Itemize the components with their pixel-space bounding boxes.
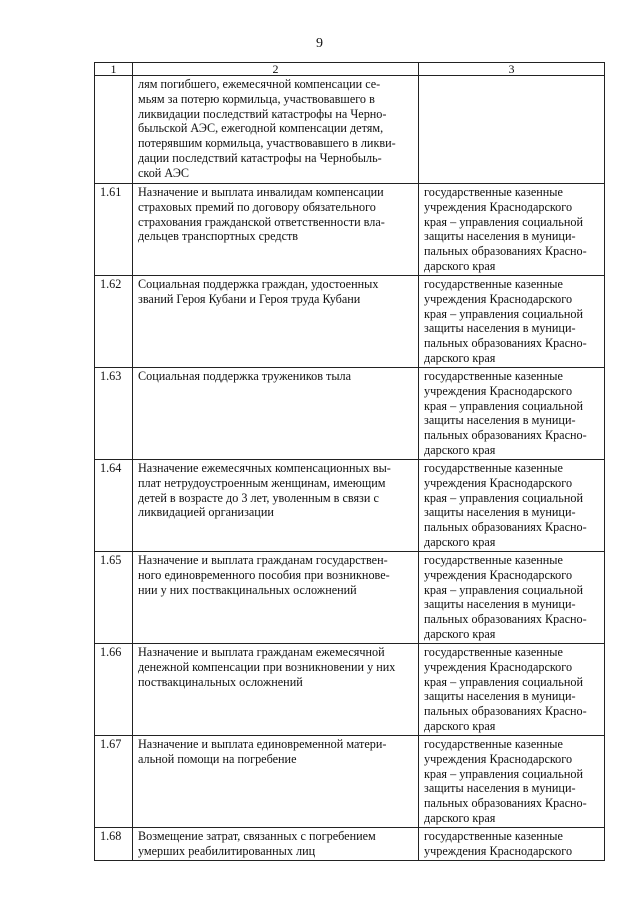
responsible-organization [419, 828, 605, 861]
table-row [95, 828, 605, 861]
text-line: защиты населения в муници- [424, 321, 576, 336]
text-line: дарского края [424, 626, 496, 641]
text-line: плат нетрудоустроенным женщинам, имеющим [138, 475, 386, 490]
text-line: дарского края [424, 258, 496, 273]
text-line: званий Героя Кубани и Героя труда Кубани [138, 291, 361, 306]
text-line: учреждения Краснодарского [424, 751, 573, 766]
text-line: края – управления социальной [424, 306, 583, 321]
text-line: альной помощи на погребение [138, 751, 297, 766]
text-line: учреждения Краснодарского [424, 475, 573, 490]
text-line: защиты населения в муници- [424, 229, 576, 244]
text-line: страхования гражданской ответственности вла- [138, 214, 385, 229]
text-line: умерших реабилитированных лиц [138, 843, 316, 858]
table-row-continuation [95, 76, 605, 184]
text-line: учреждения Краснодарского [424, 291, 573, 306]
text-line: учреждения Краснодарского [424, 567, 573, 582]
text-line: государственные казенные [424, 829, 563, 843]
responsible-organization [419, 368, 605, 460]
text-line: лям погибшего, ежемесячной компенсации се- [138, 77, 381, 91]
text-line: государственные казенные [424, 461, 563, 475]
text-line: защиты населения в муници- [424, 413, 576, 428]
table-row [95, 736, 605, 828]
text-line: дельцев транспортных средств [138, 229, 299, 244]
service-description [133, 736, 419, 828]
text-line: учреждения Краснодарского [424, 843, 573, 858]
responsible-organization [419, 76, 605, 184]
responsible-organization [419, 736, 605, 828]
text-line: Назначение и выплата инвалидам компенсации [138, 185, 384, 199]
row-number: 1.62 [95, 276, 133, 368]
text-line: учреждения Краснодарского [424, 199, 573, 214]
text-line: дарского края [424, 718, 496, 733]
responsible-organization [419, 184, 605, 276]
text-line: дарского края [424, 534, 496, 549]
text-line: дарского края [424, 442, 496, 457]
text-line: ской АЭС [138, 165, 190, 180]
column-header-1: 1 [95, 63, 133, 76]
table-header-row [95, 63, 605, 76]
text-line: пальных образованиях Красно- [424, 612, 587, 627]
text-line: государственные казенные [424, 277, 563, 291]
text-line: защиты населения в муници- [424, 597, 576, 612]
row-number [95, 76, 133, 184]
column-header-2: 2 [133, 63, 419, 76]
text-line: края – управления социальной [424, 214, 583, 229]
text-line: края – управления социальной [424, 490, 583, 505]
text-line: Социальная поддержка тружеников тыла [138, 369, 352, 383]
table-row [95, 368, 605, 460]
text-line: пальных образованиях Красно- [424, 796, 587, 811]
service-description [133, 552, 419, 644]
text-line: пальных образованиях Красно- [424, 704, 587, 719]
responsible-organization [419, 460, 605, 552]
table-row [95, 276, 605, 368]
row-number: 1.67 [95, 736, 133, 828]
row-number: 1.68 [95, 828, 133, 861]
text-line: поствакцинальных осложнений [138, 674, 303, 689]
text-line: Социальная поддержка граждан, удостоенных [138, 277, 379, 291]
text-line: государственные казенные [424, 737, 563, 751]
text-line: Возмещение затрат, связанных с погребением [138, 829, 376, 843]
table-row [95, 460, 605, 552]
table-row [95, 644, 605, 736]
service-description [133, 76, 419, 184]
row-number: 1.64 [95, 460, 133, 552]
text-line: детей в возрасте до 3 лет, уволенным в связи с [138, 490, 379, 505]
service-description [133, 276, 419, 368]
text-line: защиты населения в муници- [424, 505, 576, 520]
row-number: 1.61 [95, 184, 133, 276]
text-line: пальных образованиях Красно- [424, 520, 587, 535]
service-description [133, 368, 419, 460]
text-line: государственные казенные [424, 369, 563, 383]
text-line: Назначение и выплата гражданам государствен- [138, 553, 388, 567]
text-line: мьям за потерю кормильца, участвовавшего в [138, 91, 375, 106]
text-line: учреждения Краснодарского [424, 659, 573, 674]
text-line: государственные казенные [424, 185, 563, 199]
text-line: нии у них поствакцинальных осложнений [138, 582, 357, 597]
table-body [95, 63, 605, 861]
text-line: защиты населения в муници- [424, 781, 576, 796]
text-line: ликвидации последствий катастрофы на Черно- [138, 106, 387, 121]
table-row [95, 552, 605, 644]
services-table [94, 62, 605, 861]
text-line: пальных образованиях Красно- [424, 336, 587, 351]
page-number: 9 [316, 36, 323, 51]
text-line: Назначение и выплата единовременной матери- [138, 737, 387, 751]
text-line: края – управления социальной [424, 766, 583, 781]
text-line: Назначение и выплата гражданам ежемесячной [138, 645, 385, 659]
responsible-organization [419, 552, 605, 644]
table-row [95, 184, 605, 276]
service-description [133, 644, 419, 736]
text-line: дации последствий катастрофы на Чернобыль- [138, 150, 382, 165]
text-line: пальных образованиях Красно- [424, 428, 587, 443]
column-header-3: 3 [419, 63, 605, 76]
text-line: края – управления социальной [424, 398, 583, 413]
text-line: государственные казенные [424, 645, 563, 659]
row-number: 1.65 [95, 552, 133, 644]
text-line: потерявшим кормильца, участвовавшего в ликви- [138, 136, 396, 151]
row-number: 1.66 [95, 644, 133, 736]
responsible-organization [419, 644, 605, 736]
service-description [133, 184, 419, 276]
text-line: Назначение ежемесячных компенсационных вы- [138, 461, 391, 475]
text-line: дарского края [424, 350, 496, 365]
service-description [133, 460, 419, 552]
text-line: края – управления социальной [424, 582, 583, 597]
service-description [133, 828, 419, 861]
text-line: дарского края [424, 810, 496, 825]
text-line: защиты населения в муници- [424, 689, 576, 704]
text-line: края – управления социальной [424, 674, 583, 689]
text-line: пальных образованиях Красно- [424, 244, 587, 259]
text-line: денежной компенсации при возникновении у них [138, 659, 396, 674]
text-line: быльской АЭС, ежегодной компенсации детям, [138, 121, 384, 136]
text-line: государственные казенные [424, 553, 563, 567]
row-number: 1.63 [95, 368, 133, 460]
text-line: учреждения Краснодарского [424, 383, 573, 398]
text-line: ного единовременного пособия при возникнове- [138, 567, 390, 582]
text-line: ликвидацией организации [138, 505, 274, 520]
responsible-organization [419, 276, 605, 368]
text-line: страховых премий по договору обязательного [138, 199, 376, 214]
